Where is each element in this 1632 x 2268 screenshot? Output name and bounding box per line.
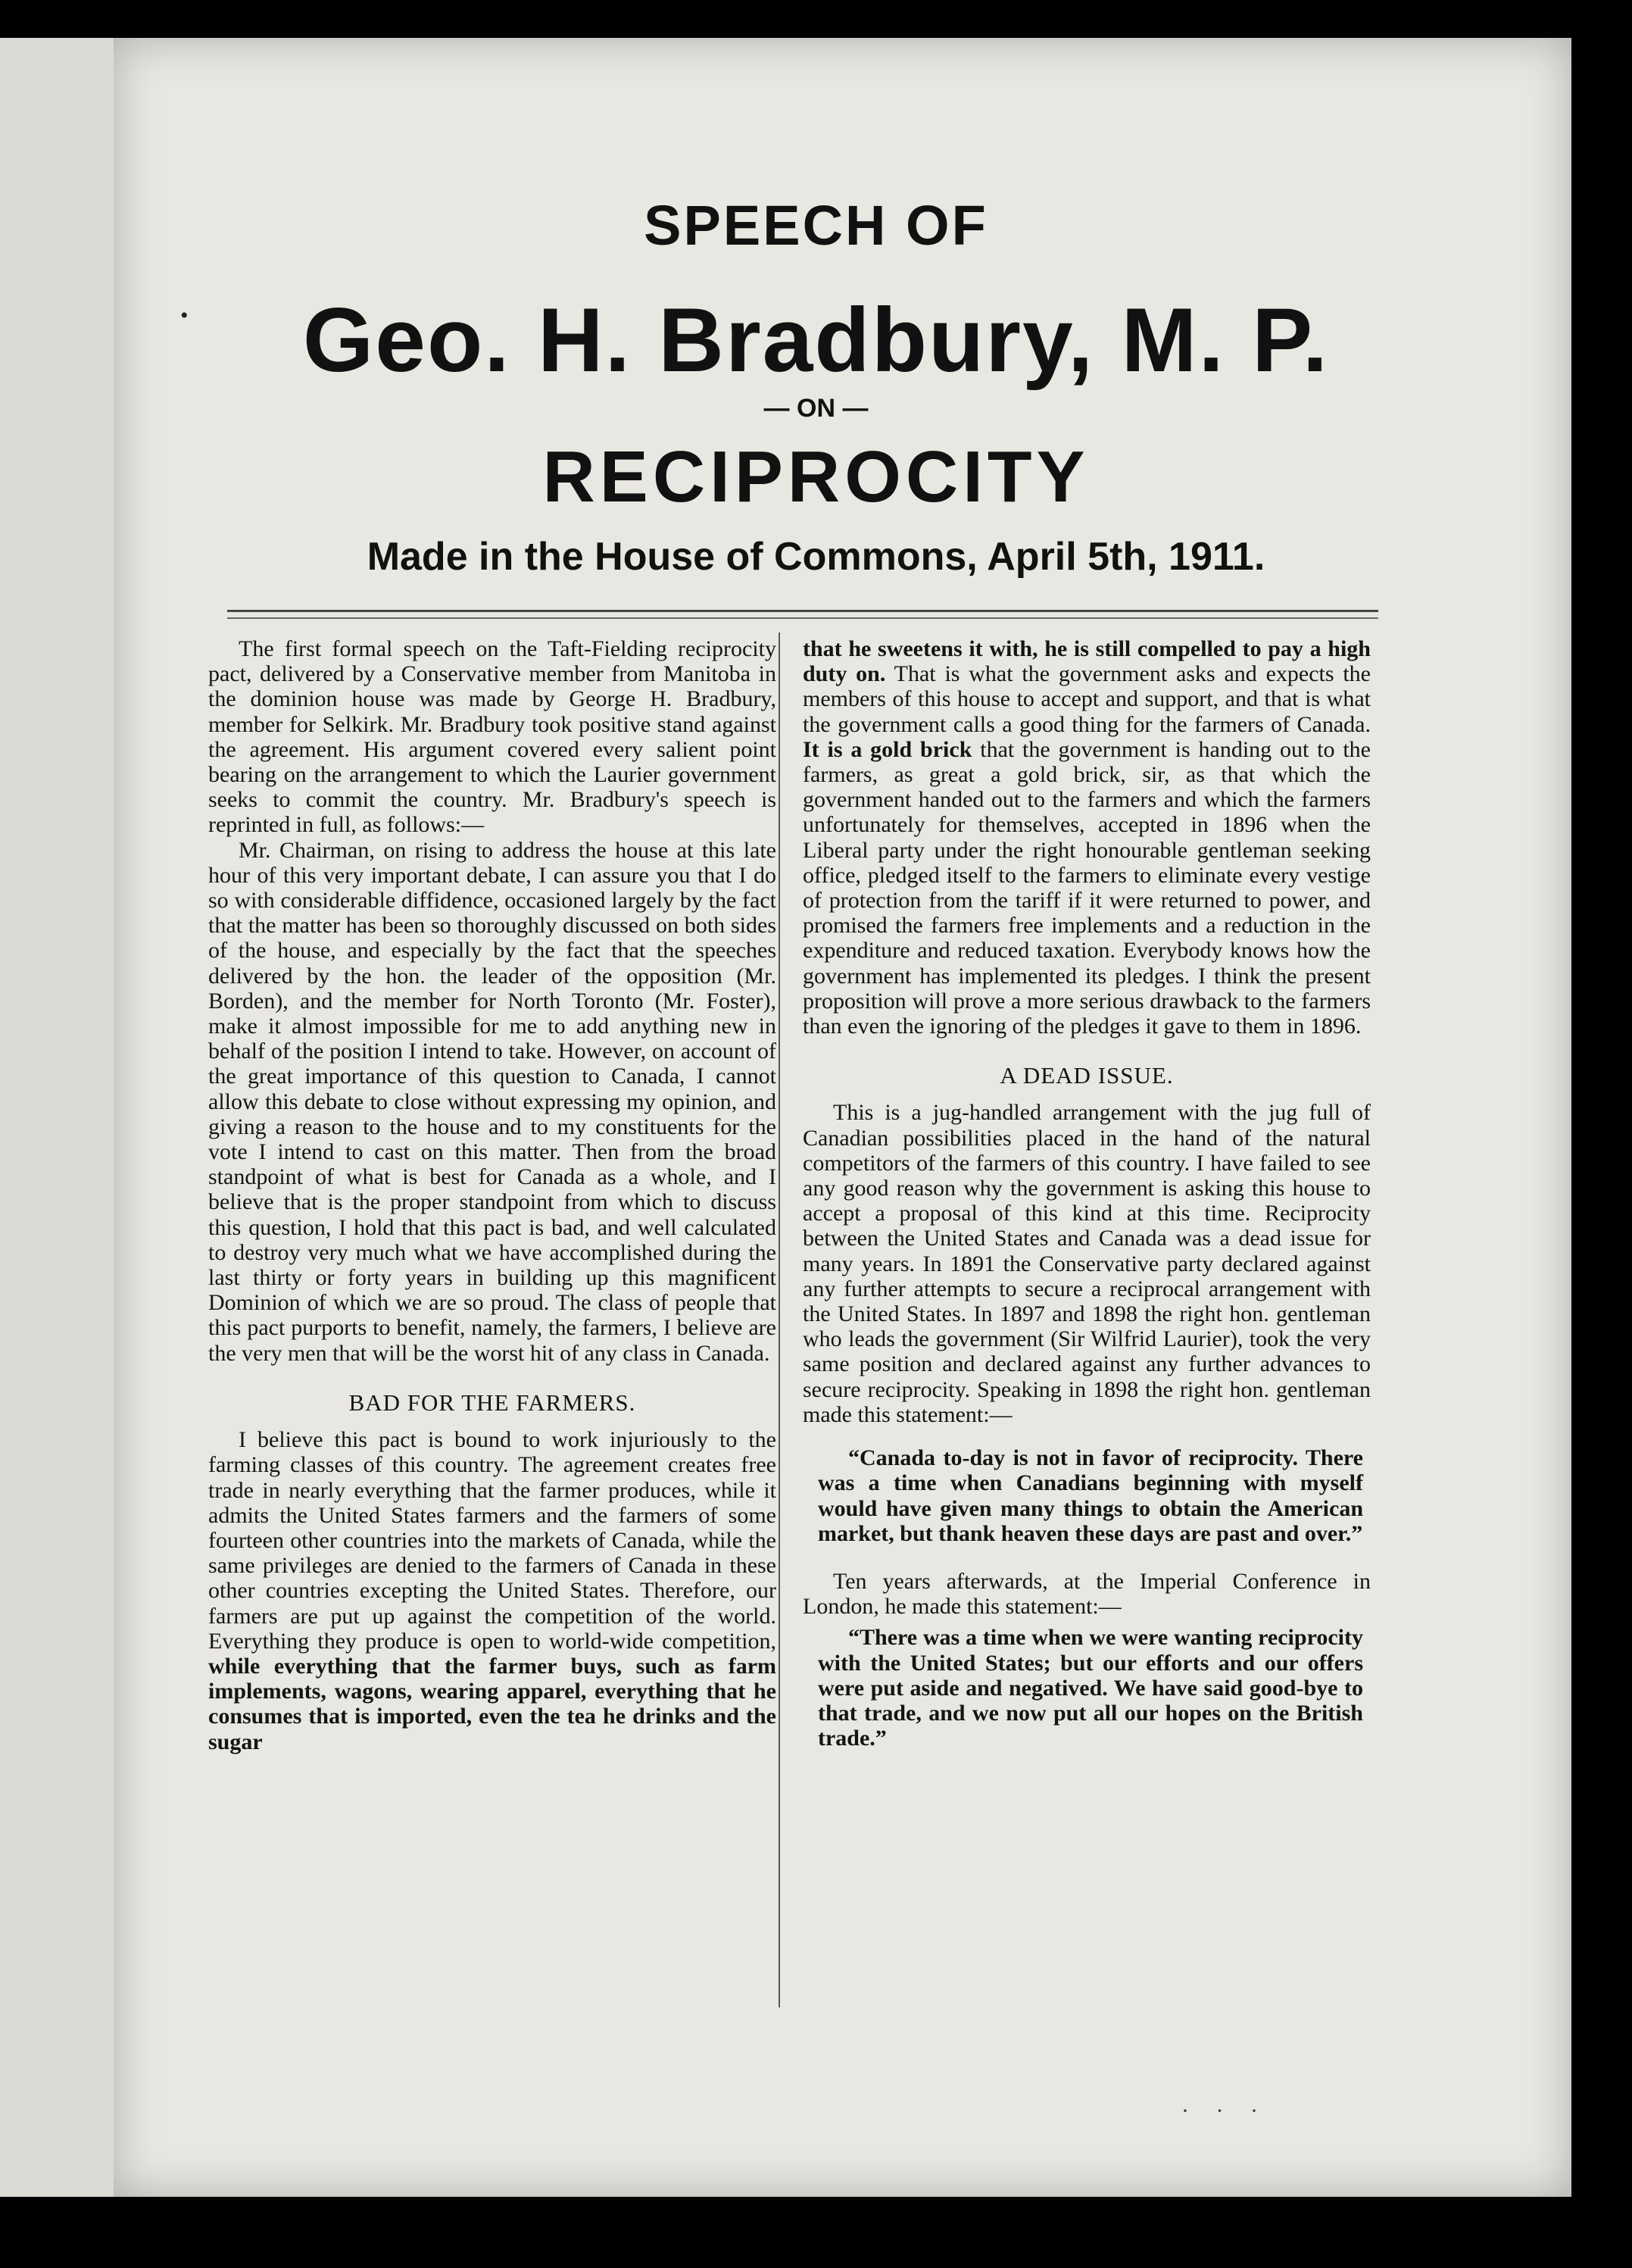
body-paragraph xyxy=(208,1427,776,1754)
quotation: “Canada to-day is not in favor of reciprocity. There was a time when Canadians beginning with myself would have given many things to obtain the American market, but thank heaven these days are past and over.” xyxy=(818,1445,1363,1546)
body-text: that the government is handing out to the farmers, as great a gold brick, sir, as that which the government handed out to the farmers and which the farmers unfortunately for themselves, accepted in 1896 when the Liberal party under the right honourable gentleman seeking office, pledged itself to the farmers to eliminate every vestige of protection from the tariff if it were returned to power, and promised the farmers free implements and a reduction in the expenditure and reduced taxation. Everybody knows how the government has implemented its pledges. I think the present proposition will prove a more serious drawback to the farmers than even the ignoring of the pledges it gave to them in 1896. xyxy=(803,736,1371,1039)
left-column xyxy=(208,636,776,1754)
title-on: — ON — xyxy=(763,394,869,423)
print-specks: · · · xyxy=(1181,2098,1268,2123)
intro-paragraph: The first formal speech on the Taft-Fielding reciprocity pact, delivered by a Conservative member from Manitoba in the dominion house was made by George H. Bradbury, member for Selkirk. Mr. Bradbury took positive stand against the agreement. His argument covered every salient point bearing on the arrangement to which the Laurier government seeks to commit the country. Mr. Bradbury's speech is reprinted in full, as follows:— xyxy=(208,636,776,838)
header-rule-thin xyxy=(227,617,1378,619)
right-column xyxy=(803,636,1371,1772)
body-paragraph: This is a jug-handled arrangement with the jug full of Canadian possibilities placed in the hand of the natural competitors of the farmers of this country. I have failed to see any good reason why the government is asking this house to accept a proposal of this kind at this time. Reciprocity between the United States and Canada was a dead issue for many years. In 1891 the Conservative party declared against any further attempts to secure a reciprocal arrangement with the United States. In 1897 and 1898 the right hon. gentleman who leads the government (Sir Wilfrid Laurier), took the very same position and declared against any further advances to secure reciprocity. Speaking in 1898 the right hon. gentleman made this statement:— xyxy=(803,1100,1371,1427)
emphasis-text: It is a gold brick xyxy=(803,736,972,762)
body-paragraph xyxy=(803,636,1371,1039)
body-paragraph: Mr. Chairman, on rising to address the house at this late hour of this very important debate, I can assure you that I do so with considerable diffidence, occasioned largely by the fact that the matter has been so thoroughly discussed on both sides of the house, and especially by the fact that the speeches delivered by the hon. the leader of the opposition (Mr. Borden), and the member for North Toronto (Mr. Foster), make it almost impossible for me to add anything new in behalf of the position I intend to take. However, on account of the great importance of this question to Canada, I cannot allow this debate to close without expressing my opinion, and giving a reason to the house and to my constituents for the vote I intend to cast on this matter. Then from the broad standpoint of what is best for Canada as a whole, and I believe that is the proper standpoint from which to discuss this question, I hold that this pact is bad, and well calculated to destroy very much what we have accomplished during the last thirty or forty years in building up this magnificent Dominion of which we are so proud. The class of people that this pact purports to benefit, namely, the farmers, I believe are the very men that will be the worst hit of any class in Canada. xyxy=(208,837,776,1366)
subtitle-made: Made in the House of Commons, April 5th, 1911. xyxy=(367,535,1265,579)
emphasis-text: that he sweetens it with, he is still compelled to pay a high duty on. xyxy=(803,636,1371,687)
column-divider xyxy=(779,633,780,2007)
section-heading: BAD FOR THE FARMERS. xyxy=(348,1389,636,1416)
section-heading: A DEAD ISSUE. xyxy=(1000,1062,1174,1089)
margin-mark: • xyxy=(180,303,189,328)
title-speech-of: SPEECH OF xyxy=(644,194,988,257)
header-rule xyxy=(227,610,1378,612)
body-text: That is what the government asks and expects the members of this house to accept and support, and that is what the government calls a good thing for the farmers of Canada. xyxy=(803,661,1371,737)
emphasis-text: while everything that the farmer buys, such as farm implements, wagons, wearing apparel, everything that he consumes that is imported, even the tea he drinks and the sugar xyxy=(208,1653,776,1754)
title-speaker-name: Geo. H. Bradbury, M. P. xyxy=(302,289,1330,391)
quotation: “There was a time when we were wanting reciprocity with the United States; but our efforts and our offers were put aside and negatived. We have said good-bye to that trade, and we now put all our hopes on the British trade.” xyxy=(818,1625,1363,1751)
title-topic: RECIPROCITY xyxy=(542,436,1090,517)
body-paragraph: Ten years afterwards, at the Imperial Conference in London, he made this statement:— xyxy=(803,1568,1371,1620)
body-text: I believe this pact is bound to work injuriously to the farming classes of this country. The agreement creates free trade in nearly everything that the farmer produces, while it admits the United States farmers and the farmers of some fourteen other countries into the markets of Canada, while the same privileges are denied to the farmers of Canada in these other countries excepting the United States. Therefore, our farmers are put up against the competition of the world. Everything they produce is open to world-wide competition, xyxy=(208,1427,776,1654)
